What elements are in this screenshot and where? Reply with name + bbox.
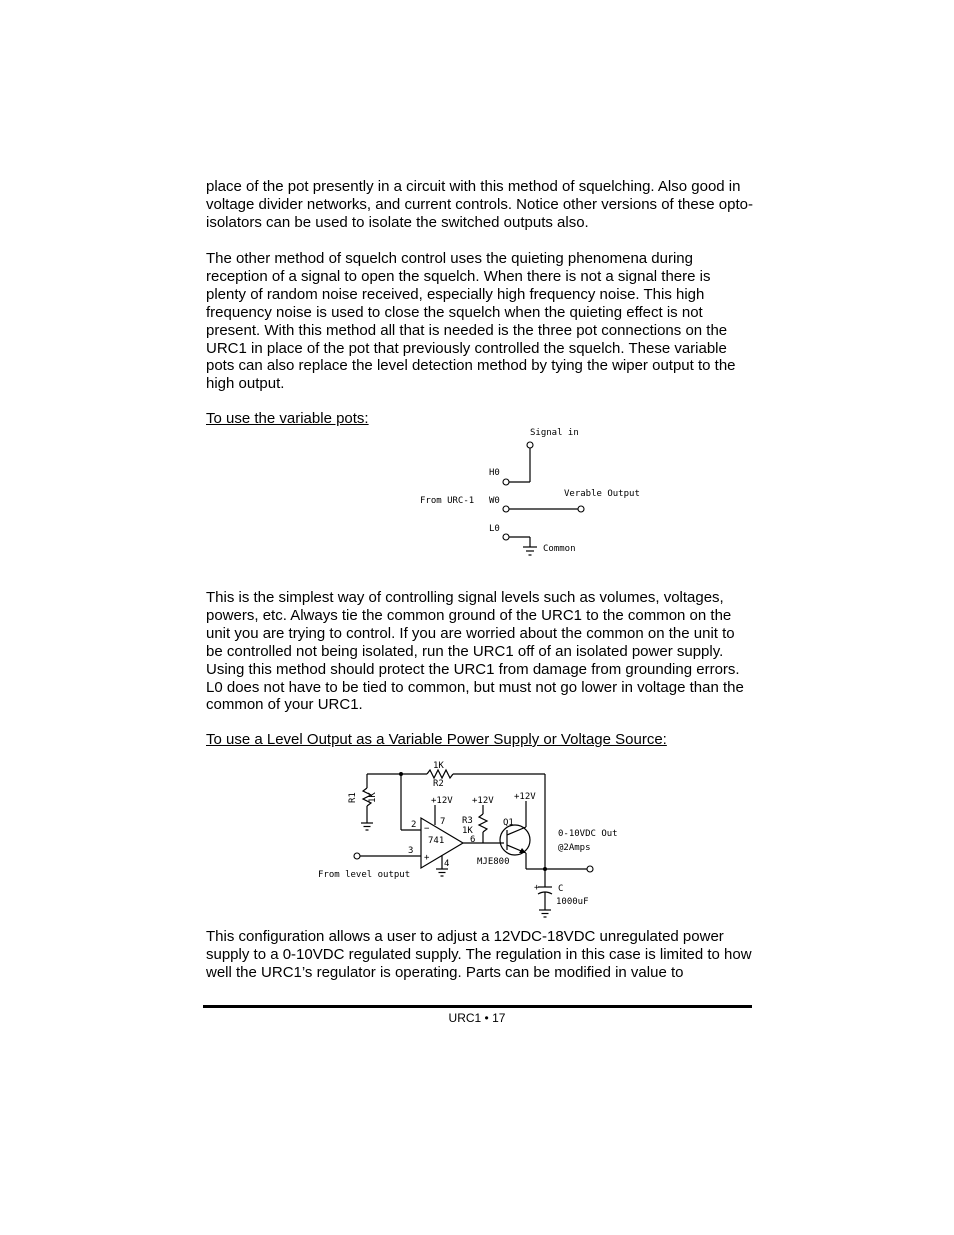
- paragraph-squelch-pot: place of the pot presently in a circuit with this method of squelching. Also good in voltage divider networks, and current controls. Notice other versions of these opto-isolators can be used to isolate the switched outputs also.: [206, 178, 753, 231]
- label-from-level: From level output: [318, 870, 411, 880]
- terminal-l0: [503, 534, 509, 540]
- page-footer: URC1 • 17: [448, 1011, 506, 1025]
- label-r3: R3: [462, 816, 473, 826]
- resistor-r2: [427, 770, 453, 778]
- footer-divider: [203, 1005, 752, 1008]
- label-output-amps: @2Amps: [558, 843, 591, 853]
- label-r2: R2: [433, 779, 444, 789]
- paragraph-quieting-method: The other method of squelch control uses the quieting phenomena during reception of a signal to open the squelch. When there is not a signal there is plenty of random noise received, especially high frequency noise. This high frequency noise is used to close the squelch when the quieting effect is not present. With this method all that is needed is the three pot connections on the URC1 in place of the pot that previously controlled the squelch. These variable pots can also replace the level detection method by tying the wiper output to the high output.: [206, 250, 736, 393]
- label-r2-value: 1K: [433, 761, 444, 771]
- label-capacitor-plus: +: [534, 883, 540, 893]
- resistor-r3: [479, 814, 487, 832]
- terminal-variable-output: [578, 506, 584, 512]
- label-q1: Q1: [503, 818, 514, 828]
- transistor-q1: [500, 825, 530, 855]
- heading-level-output: To use a Level Output as a Variable Power Supply or Voltage Source:: [206, 731, 667, 748]
- label-w0: W0: [489, 496, 500, 506]
- label-pin3: 3: [408, 846, 414, 856]
- label-v12-a: +12V: [431, 796, 453, 806]
- terminal-signal-in: [527, 442, 533, 448]
- label-r1: R1: [348, 792, 358, 803]
- label-from-urc: From URC-1: [420, 496, 475, 506]
- terminal-h0: [503, 479, 509, 485]
- label-common: Common: [543, 544, 576, 554]
- heading-variable-pots: To use the variable pots:: [206, 410, 369, 427]
- label-pin4: 4: [444, 859, 450, 869]
- label-pin7: 7: [440, 817, 446, 827]
- ground-icon: [523, 547, 537, 555]
- terminal-level-input: [354, 853, 360, 859]
- label-opamp: 741: [428, 836, 445, 846]
- paragraph-simplest-way: This is the simplest way of controlling signal levels such as volumes, voltages, powers, etc. Always tie the common ground of the URC1 to the common on the unit you are trying to control. If you are worried about the common on the unit to be controlled not being isolated, run the URC1 off of an isolated power supply. Using this method should protect the URC1 from damage from grounding errors. L0 does not have to be tied to common, but must not go lower in voltage than the common of your URC1.: [206, 589, 744, 714]
- variable-pots-diagram: [400, 420, 660, 565]
- terminal-output: [587, 866, 593, 872]
- label-transistor: MJE800: [477, 857, 510, 867]
- ground-icon: [539, 910, 551, 917]
- label-r1-value: 1K: [368, 792, 378, 803]
- ground-icon: [361, 823, 373, 830]
- label-pin6: 6: [470, 835, 476, 845]
- label-minus: −: [424, 824, 430, 834]
- label-plus: +: [424, 853, 430, 863]
- ground-icon: [436, 869, 448, 876]
- label-capacitor-value: 1000uF: [556, 897, 589, 907]
- label-pin2: 2: [411, 820, 417, 830]
- label-v12-c: +12V: [514, 792, 536, 802]
- label-signal-in: Signal in: [530, 428, 579, 438]
- label-capacitor: C: [558, 884, 564, 894]
- transistor-collector: [507, 827, 526, 835]
- paragraph-configuration: This configuration allows a user to adjust a 12VDC-18VDC unregulated power supply to a 0-10VDC regulated supply. The regulation in this case is limited to how well the URC1’s regulator is operating. Parts can be modified in value to: [206, 928, 752, 981]
- label-l0: L0: [489, 524, 500, 534]
- terminal-w0: [503, 506, 509, 512]
- label-output: 0-10VDC Out: [558, 829, 618, 839]
- label-v12-b: +12V: [472, 796, 494, 806]
- power-supply-schematic: [300, 757, 640, 927]
- label-h0: H0: [489, 468, 500, 478]
- label-variable-output: Verable Output: [564, 489, 640, 499]
- label-r3-value: 1K: [462, 826, 473, 836]
